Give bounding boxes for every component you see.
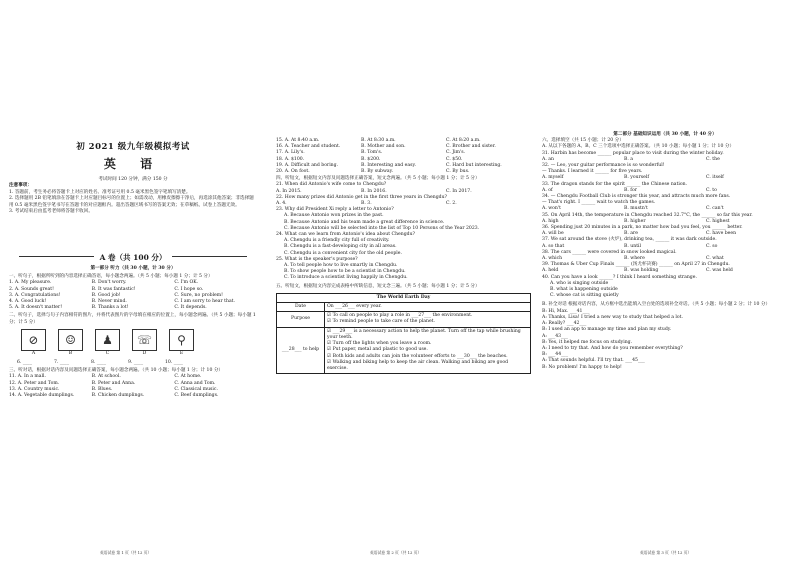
option: B. Blues. xyxy=(91,386,113,392)
option: C. can't xyxy=(706,206,724,212)
info-table xyxy=(276,293,531,374)
table-line: ☑ Put paper, metal and plastic to good use. xyxy=(327,347,428,353)
dialog-line: A: That sounds helpful. I'll try that. ___45___ xyxy=(542,358,645,364)
option: C. itself xyxy=(706,175,724,181)
option: C. $50. xyxy=(446,156,463,162)
option: B. Mother and son. xyxy=(361,144,406,150)
table-line: ☑ To call on people to play a role in ___27___ the environment. xyxy=(327,313,473,319)
option: B. At 8:30 a.m. xyxy=(361,138,396,143)
option: B. are xyxy=(624,231,638,237)
question-row xyxy=(9,305,257,311)
question-row xyxy=(542,268,788,274)
option: C. the xyxy=(706,156,720,162)
option: B. Thanks a lot! xyxy=(91,305,129,311)
option: B. until xyxy=(624,243,641,249)
question-row xyxy=(276,189,531,195)
option: 1. A. My pleasure. xyxy=(9,280,52,286)
option: C. Jim's. xyxy=(446,150,466,156)
option: C. In 2017. xyxy=(446,188,472,194)
option: C. Brother and sister. xyxy=(446,144,496,150)
question-text: 34. — Chengdu Football Club is stronger this year, and attracts much more fans. xyxy=(542,194,731,200)
option: B. To show people how to be a scientist in Chengdu. xyxy=(284,269,406,275)
option: A. so that xyxy=(542,243,565,249)
picture-labels xyxy=(21,351,257,357)
question-text: 39. Thomas & Uber Cup Finals ______ (汤尤杯决赛) ______ on April 27 in Chengdu. xyxy=(542,262,730,268)
option: B. It was fantastic! xyxy=(91,286,136,292)
table-cell: On ___26___ every year. xyxy=(325,303,531,312)
option: C. At 8:20 a.m. xyxy=(446,138,481,143)
option: 15. A. At 8:40 a.m. xyxy=(276,138,320,143)
option: B. a xyxy=(624,156,634,162)
exam-header xyxy=(9,140,257,182)
option: B. Never mind. xyxy=(91,299,127,305)
option: B. Good job! xyxy=(91,292,121,298)
answer-blank: 10. ____ xyxy=(165,360,183,366)
question-text: 22. How many prizes did Antonio get in the first three years in Chengdu? xyxy=(276,194,448,200)
question-row xyxy=(9,393,257,399)
part-two-title: 第二部分 基础知识运用（共 30 小题，计 40 分） xyxy=(613,132,717,137)
table-cell xyxy=(325,312,531,327)
note-item: 1. 答题前，考生务必将答题卡上对应的姓名、准考证号用 0.5 毫米黑色签字笔填写清楚。 xyxy=(9,189,191,195)
option: B. Don't worry. xyxy=(91,280,127,286)
question-row xyxy=(542,206,788,212)
subject-title: 英 语 xyxy=(103,157,163,171)
dialog-line: B: Hi, Max. ___41___ xyxy=(542,308,590,314)
option: B. Because Antonio and his team made a great difference in science. xyxy=(284,219,445,225)
listening-section xyxy=(9,266,257,399)
dialog-line: A: Really? ___42___ xyxy=(542,321,587,327)
table-title: The World Earth Day xyxy=(277,293,531,302)
option: B. was holding xyxy=(624,268,659,274)
option: A. held xyxy=(542,268,559,274)
option: B. for xyxy=(624,187,637,193)
answer-blank: 6. ____ xyxy=(17,360,33,366)
option: C. whose cat is sitting quietly xyxy=(550,293,619,299)
option: C. To introduce a scientist living happily in Chengdu. xyxy=(284,275,408,281)
option: A. To tell people how to live smartly in Chengdu. xyxy=(284,263,398,269)
question-text: 23. Why did President Xi reply a letter to Antonio? xyxy=(276,207,394,213)
question-text: 36. Spending just 20 minutes in a park, no matter how bad you feel, you ______ better. xyxy=(542,225,743,231)
table-cell xyxy=(325,327,531,373)
option: A. who is singing outside xyxy=(550,280,609,286)
option: B. mustn't xyxy=(624,206,648,212)
option: C. I am sorry to hear that. xyxy=(174,299,235,305)
knowledge-section xyxy=(542,132,788,371)
question-text: 31. Harbin has become ______ popular place to visit during the winter holiday. xyxy=(542,150,724,156)
question-text: 21. When did Antonio's wife come to Chengdu? xyxy=(276,182,387,188)
option: B. Chengdu is a fast-developing city in all areas. xyxy=(284,244,397,250)
option: A. of xyxy=(542,187,553,193)
option: C. to xyxy=(706,187,717,193)
question-text: — That's right. I ______ wait to watch the games. xyxy=(542,200,656,206)
option: C. Anna and Tom. xyxy=(174,380,216,386)
answer-blank: 7. ____ xyxy=(54,360,70,366)
table-line: ☑ Turn off the lights when you leave a room. xyxy=(327,341,432,347)
option: C. Classical music. xyxy=(174,386,218,392)
option: C. Beef dumplings. xyxy=(174,393,219,399)
option: B. Interesting and easy. xyxy=(361,162,416,168)
option: C. was held xyxy=(706,268,733,274)
option: B. Peter and Anna. xyxy=(91,380,136,386)
question-text: 32. — Leo, your guitar performance is so wonderful! xyxy=(542,163,665,169)
option: 16. A. Teacher and student. xyxy=(276,144,341,150)
option: 14. A. Vegetable dumplings. xyxy=(9,393,75,399)
question-row xyxy=(542,175,788,181)
table-line: ☑ To remind people to take care of the planet. xyxy=(327,319,435,325)
option: B. Tom's. xyxy=(361,150,383,156)
option: C. By bus. xyxy=(446,169,470,175)
option: C. so xyxy=(706,243,718,249)
table-line: ☑ ___29___ is a necessary action to help the planet. Turn off the tap while brushing your teeth. xyxy=(327,328,521,340)
picture-label: E xyxy=(179,350,184,356)
section-6b-head: B. 补全对话 根据对话内容，从方框中选出能填入空白处的选项补全对话。（共 5 小题；每小题 2 分；计 10 分） xyxy=(542,302,771,308)
dialog-line: A: ___43___ xyxy=(542,333,568,339)
question-text: 35. On April 14th, the temperature in Chengdu reached 32.7°C, the ______ so far this year. xyxy=(542,212,753,218)
question-text: 38. The cars ______ were covered in snow looked magical. xyxy=(542,249,677,255)
picture-label: B xyxy=(68,350,73,356)
answer-blank: 9. ____ xyxy=(128,360,144,366)
dialog-line: A: I need to try that. And how do you remember everything? xyxy=(542,345,683,351)
option: C. Chengdu is a convenient city for the old people. xyxy=(284,250,402,256)
option: C. Because Antonio will be selected into the list of Top 10 Persons of the Year 2023. xyxy=(284,225,480,231)
part-one-title: 第一部分 听力（共 30 小题，计 30 分） xyxy=(90,266,176,271)
option: B. higher xyxy=(624,218,646,224)
dialog-line: B: I used an app to manage my time and plan my study. xyxy=(542,327,672,333)
option: 4. A. Good luck! xyxy=(9,299,47,305)
question-text: 40. Can you have a look ______? I think I heard something strange. xyxy=(542,274,697,280)
note-item: 3. 考试结束后由监考老师将答题卡收回。 xyxy=(9,209,93,215)
option: 13. A. Country music. xyxy=(9,386,60,392)
table-line: ☑ Both kids and adults can join the volunteer efforts to ___30___ the beaches. xyxy=(327,353,508,359)
option: B. yourself xyxy=(624,175,650,181)
section-6a-head: A. 从以下各题的 A、B、C 三个选项中选择正确答案。（共 10 小题；每小题 1 分；计 10 分） xyxy=(542,144,735,150)
dialog-line: B: Yes, it helped me focus on studying. xyxy=(542,339,633,345)
part-a-title: A 卷（共 100 分） xyxy=(9,252,257,263)
option: C. Sure, no problem! xyxy=(174,292,223,298)
question-text: 24. What can we learn from Antonio's idea about Chengdu? xyxy=(276,232,416,238)
notes-title: 注意事项： xyxy=(9,183,32,188)
option: B. At school. xyxy=(91,374,121,380)
crowd-scene-image: ♟ xyxy=(95,329,120,351)
section-3-head: 三、听对话，根据对话内容及问题选择正确答案，每小题念两遍。（共 10 小题；每小题 1 分；计 10 分） xyxy=(9,368,224,374)
picture-label: D xyxy=(142,350,147,356)
cycling-image: ⚲ xyxy=(169,329,194,351)
question-text: 37. We sat around the stove (火炉), drinking tea, ______ it was dark outside. xyxy=(542,237,717,243)
answer-blank: 8. ____ xyxy=(91,360,107,366)
page-footer: 英语试卷 第 1 页（共 12 页） xyxy=(100,550,152,555)
option: B. Chicken dumplings. xyxy=(91,393,145,399)
option: A. which xyxy=(542,256,563,262)
section-4-head: 四、听短文，根据短文内容及问题选择正确答案，短文念两遍。（共 5 小题；每小题 1 分；计 5 分） xyxy=(276,176,480,182)
option: C. At home. xyxy=(174,374,202,380)
option: C. It depends. xyxy=(174,305,207,311)
notes-section xyxy=(9,183,257,216)
option: 12. A. Peter and Tom. xyxy=(9,380,60,386)
option: A. Chengdu is a friendly city full of creativity. xyxy=(284,238,390,244)
option: B. what is happening outside xyxy=(550,287,618,293)
picture-row xyxy=(21,329,257,351)
option: C. I'm OK. xyxy=(174,280,199,286)
section-1-head: 一、听句子，根据所听到的内容选择正确答语，每小题念两遍。（共 5 小题；每小题 1 分；计 5 分） xyxy=(9,274,213,280)
answer-blanks xyxy=(17,360,257,366)
option: 5. A. It doesn't matter! xyxy=(9,305,63,311)
table-row-label: ___28___ to help xyxy=(277,327,325,373)
exam-title: 初 2021 级九年级模拟考试 xyxy=(76,142,190,152)
page-footer: 英语试卷 第 3 页（共 12 页） xyxy=(640,550,692,555)
classroom-scene-image: ☺ xyxy=(58,329,83,351)
question-text: 25. What is the speaker's purpose? xyxy=(276,256,358,262)
option: B. 3. xyxy=(361,201,372,207)
dialog-line: B: No problem! I'm happy to help! xyxy=(542,364,622,370)
note-item: 2. 选择题用 2B 铅笔填涂在答题卡上对应题目标号的位置上；如需改动，用橡皮擦擦干净后，再选涂其他答案；非选择题用 0.5 毫米黑色签字笔书写在答题卡的对应题框内。超出答题区域书写的答案无效；在草稿纸、试卷上答题无效。 xyxy=(9,196,254,208)
table-line: ☑ Walking and biking help to keep the air clean. Walking and biking are good exercise. xyxy=(327,359,509,371)
dialog-line: B: ___44___ xyxy=(542,352,569,358)
option: A. In 2015. xyxy=(276,188,302,194)
section-5-head: 五、听短文，根据短文内容完成表格中所缺信息，短文念三遍。（共 5 小题；每小题 1 分；计 5 分） xyxy=(276,283,480,289)
option: 19. A. Difficult and boring. xyxy=(276,162,339,168)
table-row-label: Purpose xyxy=(277,312,325,327)
option: 17. A. Lily's. xyxy=(276,150,305,156)
option: C. I hope so. xyxy=(174,286,204,292)
no-smoking-sign-image: ⊘ xyxy=(21,329,46,351)
option: 18. A. $100. xyxy=(276,156,305,162)
option: 11. A. In a mall. xyxy=(9,374,46,380)
question-row xyxy=(276,169,531,175)
question-text: 33. The dragon stands for the spirit ______ the Chinese nation. xyxy=(542,181,688,187)
phone-call-image: ☏ xyxy=(132,329,157,351)
section-6-head: 六、选择填空（共 15 小题；计 20 分） xyxy=(542,138,624,144)
page-footer: 英语试卷 第 2 页（共 12 页） xyxy=(370,550,422,555)
question-text: — Thanks. I learned it ______ for five years. xyxy=(542,169,643,175)
picture-label: C xyxy=(105,350,110,356)
listening-section-2 xyxy=(276,138,531,374)
option: A. myself xyxy=(542,175,564,181)
option: B. By subway. xyxy=(361,169,394,175)
option: C. highest xyxy=(706,218,730,224)
option: C. Hard but interesting. xyxy=(446,162,502,168)
section-2-head: 二、听句子，选择与句子内容相符的图片，并将代表图片的字母填在相应的位置上，每小题念两遍。（共 5 小题；每小题 1 分；计 5 分） xyxy=(9,313,256,325)
picture-label: A xyxy=(31,350,36,356)
question-row xyxy=(542,244,788,250)
option: B. where xyxy=(624,256,645,262)
option: A. high xyxy=(542,218,559,224)
option: A. will be xyxy=(542,231,564,237)
option: A. an xyxy=(542,156,554,162)
option: B. In 2016. xyxy=(361,188,387,194)
option: B. $200. xyxy=(361,156,381,162)
option: 2. A. Sounds great! xyxy=(9,286,54,292)
dialog-line: A: Thanks, Lisa! I tried a new way to study that helped a lot. xyxy=(542,314,683,320)
exam-info: 考试时间 120 分钟，满分 150 分 xyxy=(98,177,168,182)
option: C. have been xyxy=(706,231,737,237)
option: C. what xyxy=(706,256,724,262)
option: 3. A. Congratulations! xyxy=(9,292,61,298)
table-row-label: Date xyxy=(277,303,325,312)
option: A. 4. xyxy=(276,201,287,207)
option: C. 2. xyxy=(446,201,457,207)
option: 20. A. On foot. xyxy=(276,169,310,175)
option: A. Because Antonio won prizes in the past. xyxy=(284,213,384,219)
option: A. won't xyxy=(542,206,562,212)
